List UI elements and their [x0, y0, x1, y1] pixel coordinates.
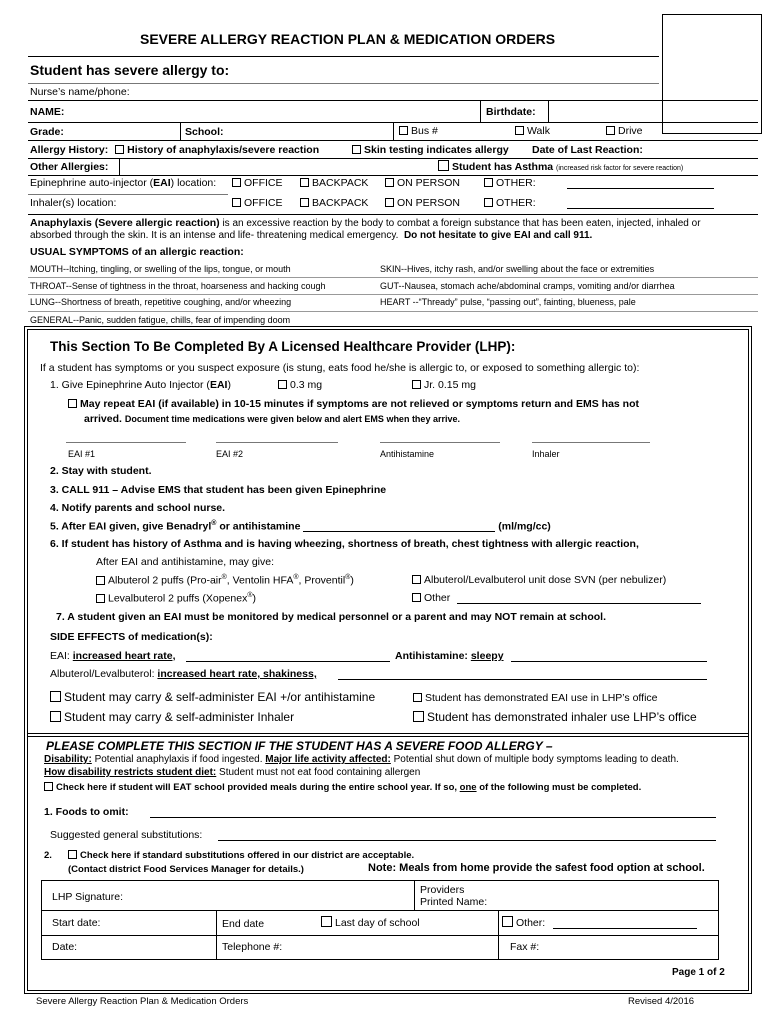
inhaler-other[interactable]: OTHER: — [484, 197, 536, 209]
demo-inhaler-option[interactable]: Student has demonstrated inhaler use LHP’s office — [413, 710, 697, 724]
dose-jr-checkbox[interactable] — [412, 380, 421, 389]
std-subs-checkbox[interactable] — [68, 850, 77, 859]
anaphylaxis-description: Anaphylaxis (Severe allergic reaction) is an excessive reaction by the body to combat a foreign substance that has been eaten, injected, inhaled or — [30, 217, 701, 229]
meals-home-note: Note: Meals from home provide the safest food option at school. — [368, 862, 705, 874]
last-day-checkbox[interactable] — [321, 916, 332, 927]
epi-person-checkbox[interactable] — [385, 178, 394, 187]
symptoms-heading: USUAL SYMPTOMS of an allergic reaction: — [30, 246, 244, 258]
page-number: Page 1 of 2 — [672, 967, 725, 978]
telephone-field[interactable]: Telephone #: — [222, 941, 283, 953]
inhaler-person-checkbox[interactable] — [385, 198, 394, 207]
end-date-field[interactable]: End date — [222, 918, 265, 930]
inhaler-other-checkbox[interactable] — [484, 198, 493, 207]
other-medication-option[interactable]: Other — [412, 592, 450, 604]
page-title: SEVERE ALLERGY REACTION PLAN & MEDICATION ORDERS — [140, 31, 556, 47]
time-eai-2[interactable]: EAI #2 — [216, 449, 244, 459]
inhaler-backpack[interactable]: BACKPACK — [300, 197, 368, 209]
antihistamine-side-effects[interactable]: Antihistamine: sleepy — [395, 650, 504, 662]
step-2: 2. Stay with student. — [50, 465, 152, 477]
epi-backpack-checkbox[interactable] — [300, 178, 309, 187]
restricts-line: How disability restricts student diet: Student must not eat food containing allergen — [44, 767, 421, 778]
albuterol-puffs-option[interactable]: Albuterol 2 puffs (Pro-air®, Ventolin HFA®, Proventil®) — [96, 574, 354, 587]
epi-location-label: Epinephrine auto-injector (EAI) location: — [30, 177, 217, 189]
albuterol-side-effects[interactable]: Albuterol/Levalbuterol: increased heart rate, shakiness, — [50, 668, 317, 680]
inhaler-backpack-checkbox[interactable] — [300, 198, 309, 207]
skin-testing-option[interactable]: Skin testing indicates allergy — [352, 144, 509, 156]
start-date-field[interactable]: Start date: — [52, 917, 101, 929]
lhp-heading: This Section To Be Completed By A Licensed Healthcare Provider (LHP): — [50, 339, 516, 354]
footer-title: Severe Allergy Reaction Plan & Medication Orders — [36, 996, 249, 1007]
contact-fsm: (Contact district Food Services Manager for details.) — [68, 864, 304, 875]
carry-inhaler-option[interactable]: Student may carry & self-administer Inhaler — [50, 710, 294, 724]
anaphylaxis-description-2: absorbed through the skin. It is an intense and life- threatening medical emergency. Do not hesitate to give EAI and call 911. — [30, 230, 593, 241]
symptom-mouth: MOUTH--Itching, tingling, or swelling of the lips, tongue, or mouth — [30, 264, 291, 274]
albuterol-puffs-checkbox[interactable] — [96, 576, 105, 585]
dose-adult-option[interactable]: 0.3 mg — [278, 379, 322, 391]
drive-checkbox[interactable] — [606, 126, 615, 135]
school-label[interactable]: School: — [185, 126, 224, 138]
footer-revised: Revised 4/2016 — [628, 996, 695, 1007]
demo-eai-option[interactable]: Student has demonstrated EAI use in LHP’s office — [413, 692, 658, 704]
dose-adult-checkbox[interactable] — [278, 380, 287, 389]
symptom-lung: LUNG--Shortness of breath, repetitive coughing, and/or wheezing — [30, 297, 292, 307]
drive-option[interactable]: Drive — [606, 125, 643, 137]
school-meals-checkbox[interactable] — [44, 782, 53, 791]
std-subs-number: 2. — [44, 850, 52, 861]
bus-option[interactable]: Bus # — [399, 125, 438, 137]
time-inhaler[interactable]: Inhaler — [532, 449, 560, 459]
time-eai-1[interactable]: EAI #1 — [68, 449, 96, 459]
symptom-general: GENERAL--Panic, sudden fatigue, chills, fear of impending doom — [30, 315, 291, 325]
other-allergies-label[interactable]: Other Allergies: — [30, 161, 109, 173]
food-heading: PLEASE COMPLETE THIS SECTION IF THE STUDENT HAS A SEVERE FOOD ALLERGY – — [46, 739, 553, 753]
inhaler-office-checkbox[interactable] — [232, 198, 241, 207]
other-medication-checkbox[interactable] — [412, 593, 421, 602]
other-date-option[interactable]: Other: — [502, 916, 545, 929]
last-reaction-label[interactable]: Date of Last Reaction: — [532, 144, 643, 156]
suggested-subs-label[interactable]: Suggested general substitutions: — [50, 829, 203, 841]
levalbuterol-checkbox[interactable] — [96, 594, 105, 603]
disability-line: Disability: Potential anaphylaxis if food ingested. Major life activity affected: Potential shut down of multiple body symptoms leading to death. — [44, 754, 679, 765]
epi-other-checkbox[interactable] — [484, 178, 493, 187]
lhp-signature-field[interactable]: LHP Signature: — [52, 891, 124, 903]
walk-checkbox[interactable] — [515, 126, 524, 135]
repeat-eai-2: arrived. Document time medications were given below and alert EMS when they arrive. — [84, 413, 460, 425]
carry-inhaler-checkbox[interactable] — [50, 711, 61, 722]
grade-label[interactable]: Grade: — [30, 126, 64, 138]
side-effects-heading: SIDE EFFECTS of medication(s): — [50, 631, 213, 643]
printed-name-field[interactable]: Printed Name: — [420, 896, 488, 908]
inhaler-person[interactable]: ON PERSON — [385, 197, 460, 209]
last-day-option[interactable]: Last day of school — [321, 916, 420, 929]
other-date-checkbox[interactable] — [502, 916, 513, 927]
bus-checkbox[interactable] — [399, 126, 408, 135]
birthdate-label[interactable]: Birthdate: — [486, 106, 536, 118]
epi-office-checkbox[interactable] — [232, 178, 241, 187]
symptom-gut: GUT--Nausea, stomach ache/abdominal cramps, vomiting and/or diarrhea — [380, 281, 675, 291]
std-subs-option[interactable]: Check here if standard substitutions offered in our district are acceptable. — [68, 850, 414, 861]
asthma-option[interactable]: Student has Asthma (increased risk factor for severe reaction) — [438, 160, 683, 173]
walk-option[interactable]: Walk — [515, 125, 550, 137]
step-1: 1. Give Epinephrine Auto Injector (EAI) — [50, 379, 231, 391]
carry-eai-checkbox[interactable] — [50, 691, 61, 702]
albuterol-svn-option[interactable]: Albuterol/Levalbuterol unit dose SVN (per nebulizer) — [412, 574, 666, 586]
photo-box — [662, 14, 762, 134]
epi-other[interactable]: OTHER: — [484, 177, 536, 189]
epi-backpack[interactable]: BACKPACK — [300, 177, 368, 189]
albuterol-svn-checkbox[interactable] — [412, 575, 421, 584]
symptom-skin: SKIN--Hives, itchy rash, and/or swelling about the face or extremities — [380, 264, 655, 274]
name-label[interactable]: NAME: — [30, 106, 65, 118]
step-6: 6. If student has history of Asthma and is having wheezing, shortness of breath, chest tightness with allergic reaction, — [50, 538, 639, 550]
step-4: 4. Notify parents and school nurse. — [50, 502, 226, 514]
school-meals-option[interactable]: Check here if student will EAT school provided meals during the entire school year. If so, one of the following must be completed. — [44, 782, 641, 793]
lhp-intro: If a student has symptoms or you suspect exposure (is stung, eats food he/she is allergic to, or exposed to something allergic to): — [40, 362, 640, 374]
anaphylaxis-history-checkbox[interactable] — [115, 145, 124, 154]
carry-eai-option[interactable]: Student may carry & self-administer EAI +/or antihistamine — [50, 690, 375, 704]
eai-side-effects[interactable]: EAI: increased heart rate, — [50, 650, 176, 662]
epi-office[interactable]: OFFICE — [232, 177, 283, 189]
providers-label: Providers — [420, 884, 465, 896]
after-eai: After EAI and antihistamine, may give: — [96, 556, 275, 568]
repeat-eai-checkbox[interactable] — [68, 399, 77, 408]
step-7: 7. A student given an EAI must be monitored by medical personnel or a parent and may NOT remain at school. — [56, 611, 607, 623]
demo-eai-checkbox[interactable] — [413, 693, 422, 702]
step-5[interactable]: 5. After EAI given, give Benadryl® or antihistamine (ml/mg/cc) — [50, 520, 551, 533]
epi-person[interactable]: ON PERSON — [385, 177, 460, 189]
foods-omit-label[interactable]: 1. Foods to omit: — [44, 806, 129, 818]
allergy-heading: Student has severe allergy to: — [30, 62, 230, 78]
step-3: 3. CALL 911 – Advise EMS that student has been given Epinephrine — [50, 484, 387, 496]
inhaler-office[interactable]: OFFICE — [232, 197, 283, 209]
demo-inhaler-checkbox[interactable] — [413, 711, 424, 722]
fax-field[interactable]: Fax #: — [510, 941, 540, 953]
levalbuterol-option[interactable]: Levalbuterol 2 puffs (Xopenex®) — [96, 592, 256, 605]
symptom-heart: HEART --“Thready” pulse, “passing out”, fainting, blueness, pale — [380, 297, 636, 307]
inhaler-location-label: Inhaler(s) location: — [30, 197, 117, 209]
nurse-label[interactable]: Nurse’s name/phone: — [30, 86, 130, 98]
symptom-throat: THROAT--Sense of tightness in the throat, hoarseness and hacking cough — [30, 281, 326, 291]
asthma-checkbox[interactable] — [438, 160, 449, 171]
date-field[interactable]: Date: — [52, 941, 78, 953]
dose-jr-option[interactable]: Jr. 0.15 mg — [412, 379, 476, 391]
allergy-history-row: Allergy History: History of anaphylaxis/severe reaction — [30, 144, 320, 156]
skin-testing-checkbox[interactable] — [352, 145, 361, 154]
repeat-eai[interactable]: May repeat EAI (if available) in 10-15 minutes if symptoms are not relieved or symptoms return and EMS has not — [68, 398, 639, 410]
time-antihistamine[interactable]: Antihistamine — [380, 449, 435, 459]
